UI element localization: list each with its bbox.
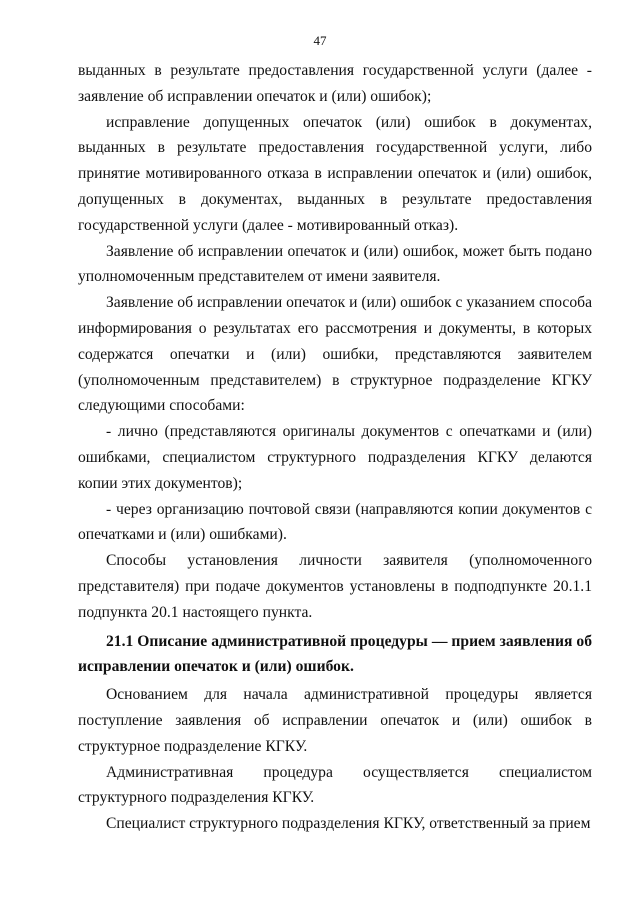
page-number: 47	[313, 33, 327, 48]
paragraph-correction-definition: исправление допущенных опечаток (или) ошибок в документах, выданных в результате предоставления государственной услуги, либо принятие мотивированного отказа в исправлении опечаток и (или) ошибок, допущенных в документах, выданных в результате предоставления государственной услуги (далее - мотивированный отказ).	[78, 113, 592, 234]
paragraph-submission-methods: Заявление об исправлении опечаток и (или) ошибок с указанием способа информирования о результатах его рассмотрения и документы, в которых содержатся опечатки и (или) ошибки, представляются заявителем (уполномоченным представителем) в структурное подразделение КГКУ следующими способами:	[78, 294, 592, 415]
paragraph-identity-verification: Способы установления личности заявителя (уполномоченного представителя) при подаче документов установлены в подподпункте 20.1.1 подпункта 20.1 настоящего пункта.	[78, 552, 592, 621]
list-item-by-post: - через организацию почтовой связи (направляются копии документов с опечатками и (или) ошибками).	[78, 500, 592, 544]
paragraph-continuation: выданных в результате предоставления государственной услуги (далее - заявление об исправлении опечаток и (или) ошибок);	[78, 62, 592, 105]
section-heading: 21.1 Описание административной процедуры — прием заявления об исправлении опечаток и (или) ошибок.	[78, 632, 592, 676]
paragraph-specialist: Специалист структурного подразделения КГКУ, ответственный за прием	[106, 815, 591, 833]
document-body	[78, 58, 592, 837]
paragraph-procedure-executor: Административная процедура осуществляется специалистом структурного подразделения КГКУ.	[78, 763, 592, 807]
paragraph-grounds: Основанием для начала административной процедуры является поступление заявления об исправлении опечаток и (или) ошибок в структурное подразделение КГКУ.	[78, 686, 592, 755]
paragraph-representative: Заявление об исправлении опечаток и (или) ошибок, может быть подано уполномоченным представителем от имени заявителя.	[78, 242, 592, 286]
list-item-in-person: - лично (представляются оригиналы документов с опечатками и (или) ошибками, специалистом структурного подразделения КГКУ делаются копии этих документов);	[78, 423, 592, 492]
